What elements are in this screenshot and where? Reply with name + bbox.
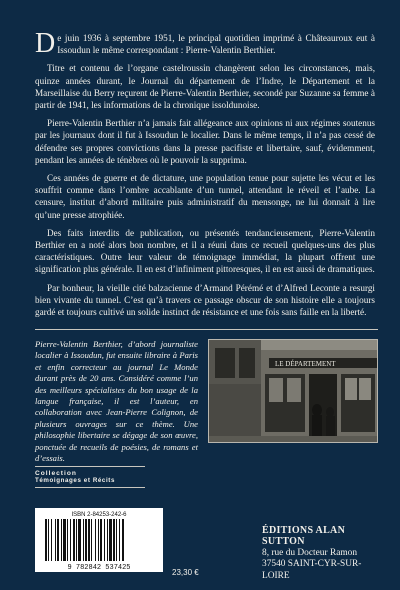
- publisher-name: ÉDITIONS ALAN SUTTON: [262, 525, 346, 548]
- barcode-bar: [119, 519, 120, 561]
- isbn-number: ISBN 2-84253-242-6: [71, 512, 127, 518]
- collection-rule-bottom: [35, 487, 145, 488]
- barcode-bar: [116, 519, 117, 561]
- blurb-paragraph-6: Par bonheur, la vieille cité balzacienne d’Armand Pérémé et d’Alfred Leconte a resurgi bien vivante du tunnel. C’est qu’à travers ce passage obscur de son histoire elle a toujours gardé et toujours cultivé un solide instinct de résistance et une fois sans faille en la liberté.: [35, 282, 375, 318]
- barcode-bar: [45, 519, 47, 561]
- barcode-bar: [88, 519, 90, 561]
- barcode-bar: [95, 519, 96, 561]
- barcode-bar: [63, 519, 66, 561]
- collection-title: Collection: [35, 470, 77, 477]
- barcode-bar: [48, 519, 49, 561]
- blurb-paragraph-3: Pierre-Valentin Berthier n’a jamais fait allégeance aux opinions ni aux régimes soutenus par les journaux dont il fut à Issoudun le localier. Dans le même temps, il n’a pas cessé de défendre ses propres convictions dans la presse pacifiste et libertaire, sauf, évidemment, pendant les années de ténèbres où le pouvoir la supprima.: [35, 118, 375, 165]
- blurb-paragraph-4: Ces années de guerre et de dictature, une population tenue pour sujette les vécut et les souffrit comme dans l’ombre accablante d’un tunnel, attendant le réveil et l’aube. La censure, institut d’abord militaire puis administratif du mensonge, ne lui donnait à lire qu’une presse atrophiée.: [35, 173, 375, 220]
- barcode-bar: [73, 519, 75, 561]
- barcode-bar: [98, 519, 99, 561]
- barcode-bar: [100, 519, 102, 561]
- barcode-bar: [122, 519, 124, 561]
- barcode-bar: [55, 519, 56, 561]
- barcode-bar: [51, 519, 52, 561]
- barcode-bar: [107, 519, 108, 561]
- collection-subtitle: Témoignages et Récits: [35, 477, 115, 484]
- barcode-graphic: [35, 508, 163, 572]
- drop-cap: D: [35, 28, 56, 59]
- blurb-text: [35, 28, 375, 318]
- barcode-bar: [76, 519, 77, 561]
- author-bio: Pierre-Valentin Berthier, d’abord journaliste localier à Issoudun, fut ensuite libraire à Paris et enfin correcteur au journal Le Monde durant près de 20 ans. Considéré comme l’un des meilleurs spécialistes du bon usage de la langue française, il est l’auteur, en collaboration avec Jean-Pierre Colignon, de plusieurs ouvrages sur ce thème. Une philosophie libertaire se dégage de son œuvre, ponctuée de recueils de poésies, de romans et d’essais.: [35, 339, 198, 464]
- barcode-bar: [67, 519, 68, 561]
- price-label: 23,30 €: [172, 568, 199, 577]
- collection-rule-top: [35, 466, 145, 467]
- section-divider: [35, 329, 378, 330]
- barcode-bar: [70, 519, 71, 561]
- collection-label: [35, 463, 155, 491]
- barcode-bar: [83, 519, 84, 561]
- barcode-bar: [57, 519, 59, 561]
- blurb-paragraph-5: Des faits interdits de publication, ou présentés tendancieusement, Pierre-Valentin Berthier en a noté alors bon nombre, et il a réuni dans ce recueil quelques-uns des plus caractéristiques. Outre leur valeur de témoignage immédiat, la plupart offrent une signification plus générale. Il en est d’infiniment pittoresques, il en est aussi de dramatiques.: [35, 227, 375, 275]
- barcode-bar: [113, 519, 115, 561]
- publisher-block: [262, 525, 382, 582]
- shop-sign-text: LE DÉPARTEMENT: [275, 360, 336, 368]
- street-scene-illustration: [209, 340, 378, 443]
- archival-photo: [208, 339, 378, 443]
- publisher-street: 8, rue du Docteur Ramon: [262, 547, 358, 558]
- isbn-barcode: [35, 508, 163, 572]
- barcode-bar: [61, 519, 62, 561]
- barcode-bar: [91, 519, 92, 561]
- blurb-paragraph-1: De juin 1936 à septembre 1951, le principal quotidien imprimé à Châteauroux eut à Issoudun le même correspondant : Pierre-Valentin Berthier.: [35, 28, 375, 59]
- publisher-city: 37540 SAINT-CYR-SUR-LOIRE: [262, 559, 362, 581]
- barcode-bar: [78, 519, 81, 561]
- barcode-bar: [85, 519, 87, 561]
- barcode-digits: 9 782842 537425: [67, 564, 131, 572]
- barcode-bar: [109, 519, 112, 561]
- blurb-paragraph-2: Titre et contenu de l’organe castelroussin changèrent selon les circonstances, mais, quinze années durant, le Journal du département de l’Indre, le Département et la Marseillaise du Berry reçurent de Pierre-Valentin Berthier, secondé par Suzanne sa femme à partir de 1941, les informations de la chronique issoldunoise.: [35, 63, 375, 111]
- barcode-bar: [104, 519, 105, 561]
